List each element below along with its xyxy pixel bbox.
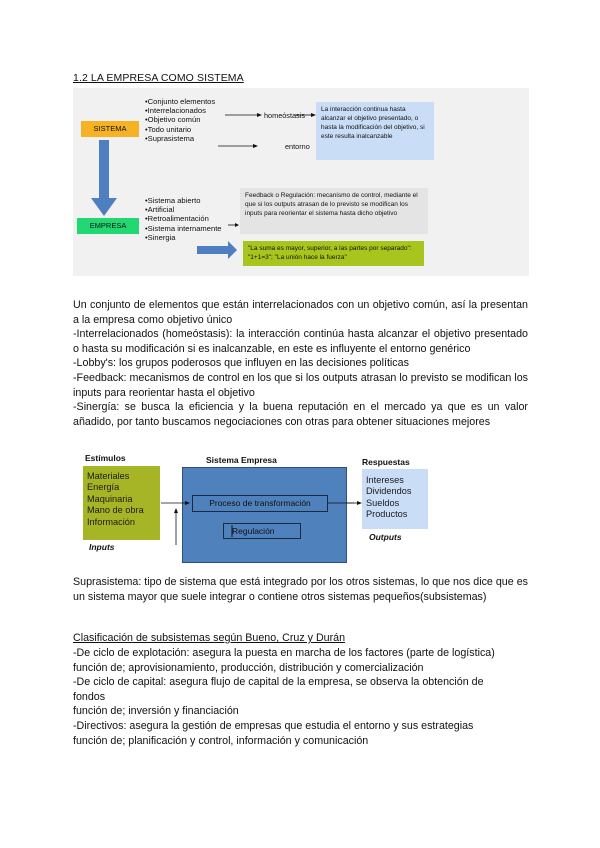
- clasificacion-line: función de; aprovisionamiento, producción, distribución y comercialización: [73, 661, 424, 674]
- input-item: Información: [87, 516, 136, 527]
- paragraph-1: [73, 298, 528, 429]
- text-line: -Sinergía: se busca la eficiencia y la buena reputación en el mercado ya que es un valor añadido, por tanto buscamos negociaciones con otras para obtener situaciones mejores: [73, 401, 528, 428]
- inputs-label: Inputs: [89, 542, 115, 552]
- homeostasis-note: La interacción continua hasta alcanzar el objetivo presentado, o hasta la modificación del objetivo, si este resulta inalcanzable: [316, 102, 434, 160]
- clasificacion-line: fondos: [73, 690, 106, 703]
- output-item: Dividendos: [366, 486, 412, 497]
- empresa-label: EMPRESA: [77, 218, 139, 234]
- clasificacion-line: -De ciclo de explotación: asegura la puesta en marcha de los factores (parte de logística): [73, 647, 495, 659]
- sistema-label: SISTEMA: [81, 121, 139, 137]
- empresa-item: •Retroalimentación: [145, 214, 209, 224]
- sistema-diagram: [73, 88, 529, 276]
- sistema-item: •Conjunto elementos: [145, 97, 216, 106]
- estimulos-label: Estímulos: [85, 453, 126, 463]
- output-item: Sueldos: [366, 497, 400, 508]
- clasificacion-heading: Clasificación de subsistemas según Bueno, Cruz y Durán: [73, 632, 346, 644]
- clasificacion-line: -Directivos: asegura la gestión de empresas que estudia el entorno y sus estrategias: [73, 719, 474, 732]
- sinergia-note: "La suma es mayor, superior, a las partes por separado": "1+1=3"; "La unión hace la fuerza": [243, 241, 424, 266]
- sistema-list: [145, 97, 215, 143]
- output-item: Intereses: [366, 475, 404, 485]
- feedback-note: Feedback o Regulación: mecanismo de control, mediante el que si los outputs atrasan de lo previsto se modifican los inputs para reorientar el sistema hasta dicho objetivo: [240, 188, 428, 234]
- paragraph-2: Suprasistema: tipo de sistema que está integrado por los otros sistemas, lo que nos dice que es un sistema mayor que suele integrar o contiene otros sistemas pequeños(subsistemas): [73, 576, 528, 603]
- clasificacion-list: [73, 646, 495, 748]
- outputs-list: [366, 475, 411, 521]
- clasificacion-line: función de; inversión y financiación: [73, 705, 239, 718]
- text-line: -Interrelacionados (homeóstasis): la interacción continúa hasta alcanzar el objetivo presentado o hasta su modificación si es inalcanzable, en este es influyente el entorno genérico: [73, 328, 528, 355]
- arrowhead-homeostasis-left: [257, 113, 262, 117]
- arrowhead-up: [174, 508, 178, 513]
- respuestas-label: Respuestas: [362, 457, 410, 467]
- entorno-label: entorno: [285, 142, 310, 151]
- homeostasis-label: homeóstasis: [264, 111, 305, 120]
- outputs-label: Outputs: [369, 532, 402, 542]
- section-title: 1.2 LA EMPRESA COMO SISTEMA: [73, 72, 244, 84]
- empresa-item: •Sistema abierto: [145, 196, 201, 205]
- empresa-item: •Artificial: [145, 205, 175, 215]
- sistema-item: •Todo unitario: [145, 124, 192, 134]
- clasificacion-line: función de; planificación y control, información y comunicación: [73, 734, 369, 747]
- sistema-item: •Suprasistema: [145, 133, 195, 143]
- sistema-empresa-diagram: [73, 453, 431, 565]
- empresa-item: •Sinergia: [145, 232, 176, 242]
- down-arrow-icon: [91, 140, 117, 216]
- proceso-box: Proceso de transformación: [192, 495, 328, 512]
- empresa-item: •Sistema internamente: [145, 223, 222, 233]
- arrowhead-entorno: [253, 144, 258, 148]
- text-line: Un conjunto de elementos que están interrelacionados con un objetivo común, así la presentan a la empresa como objetivo único: [73, 299, 528, 326]
- regulacion-box: Regulación: [223, 523, 301, 539]
- output-item: Productos: [366, 509, 408, 520]
- input-item: Materiales: [87, 471, 130, 481]
- text-line: -Lobby's: los grupos poderosos que influyen en las decisiones políticas: [73, 357, 409, 370]
- sistema-empresa-label: Sistema Empresa: [206, 455, 277, 465]
- input-item: Mano de obra: [87, 505, 144, 516]
- sistema-item: •Objetivo común: [145, 115, 201, 125]
- clasificacion-line: -De ciclo de capital: asegura flujo de capital de la empresa, se observa la obtención de: [73, 676, 484, 689]
- input-item: Energía: [87, 482, 120, 493]
- sinergia-arrow-icon: [197, 241, 237, 259]
- arrowhead-in: [185, 501, 190, 505]
- empresa-list: [145, 196, 222, 242]
- text-line: -Feedback: mecanismos de control en los que si los outputs atrasan lo previsto se modifican los inputs para reorientar hasta el objetivo: [73, 371, 528, 399]
- sistema-item: •Interrelacionados: [145, 106, 206, 116]
- arrowhead-retro: [235, 223, 239, 227]
- input-item: Maquinaria: [87, 493, 133, 504]
